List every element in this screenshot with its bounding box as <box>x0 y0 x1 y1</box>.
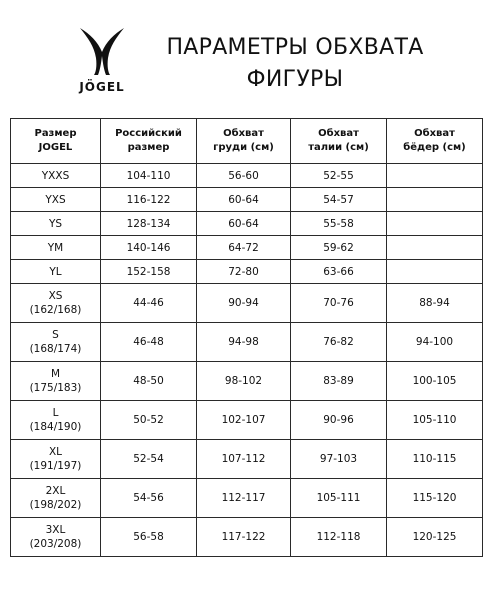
cell-chest: 60-64 <box>197 188 291 212</box>
cell-waist: 70-76 <box>291 284 387 323</box>
cell-chest: 90-94 <box>197 284 291 323</box>
page-title <box>150 32 440 96</box>
cell-hips <box>387 212 483 236</box>
cell-hips: 100-105 <box>387 362 483 401</box>
cell-waist: 59-62 <box>291 236 387 260</box>
header-russian-size: Российский размер <box>101 119 197 164</box>
cell-russian-size: 152-158 <box>101 260 197 284</box>
cell-hips <box>387 164 483 188</box>
brand-logo <box>70 26 134 98</box>
table-row <box>11 518 483 557</box>
table-row <box>11 284 483 323</box>
size-table <box>10 118 483 557</box>
cell-size: YXXS <box>11 164 101 188</box>
cell-size: YL <box>11 260 101 284</box>
cell-chest: 94-98 <box>197 323 291 362</box>
cell-waist: 97-103 <box>291 440 387 479</box>
cell-chest: 117-122 <box>197 518 291 557</box>
table-row <box>11 479 483 518</box>
cell-waist: 54-57 <box>291 188 387 212</box>
cell-russian-size: 46-48 <box>101 323 197 362</box>
table-header-row <box>11 119 483 164</box>
cell-hips: 94-100 <box>387 323 483 362</box>
cell-size: YM <box>11 236 101 260</box>
cell-size: 3XL (203/208) <box>11 518 101 557</box>
cell-waist: 52-55 <box>291 164 387 188</box>
cell-size: XS (162/168) <box>11 284 101 323</box>
cell-size: S (168/174) <box>11 323 101 362</box>
cell-chest: 60-64 <box>197 212 291 236</box>
cell-chest: 72-80 <box>197 260 291 284</box>
cell-waist: 112-118 <box>291 518 387 557</box>
cell-russian-size: 104-110 <box>101 164 197 188</box>
table-row <box>11 440 483 479</box>
cell-russian-size: 50-52 <box>101 401 197 440</box>
table-row <box>11 236 483 260</box>
cell-waist: 55-58 <box>291 212 387 236</box>
cell-hips: 115-120 <box>387 479 483 518</box>
header-size-jogel: Размер JOGEL <box>11 119 101 164</box>
cell-chest: 56-60 <box>197 164 291 188</box>
cell-russian-size: 44-46 <box>101 284 197 323</box>
cell-hips <box>387 236 483 260</box>
header-hips: Обхват бёдер (см) <box>387 119 483 164</box>
header-waist: Обхват талии (см) <box>291 119 387 164</box>
cell-hips: 105-110 <box>387 401 483 440</box>
cell-size: YXS <box>11 188 101 212</box>
cell-russian-size: 128-134 <box>101 212 197 236</box>
cell-chest: 112-117 <box>197 479 291 518</box>
cell-hips <box>387 188 483 212</box>
cell-size: YS <box>11 212 101 236</box>
cell-size: XL (191/197) <box>11 440 101 479</box>
cell-waist: 63-66 <box>291 260 387 284</box>
cell-russian-size: 48-50 <box>101 362 197 401</box>
cell-size: M (175/183) <box>11 362 101 401</box>
cell-hips: 88-94 <box>387 284 483 323</box>
cell-russian-size: 54-56 <box>101 479 197 518</box>
cell-hips: 110-115 <box>387 440 483 479</box>
cell-hips <box>387 260 483 284</box>
cell-waist: 83-89 <box>291 362 387 401</box>
cell-hips: 120-125 <box>387 518 483 557</box>
cell-size: 2XL (198/202) <box>11 479 101 518</box>
jogel-logo-icon <box>76 26 128 76</box>
cell-chest: 107-112 <box>197 440 291 479</box>
cell-russian-size: 116-122 <box>101 188 197 212</box>
cell-chest: 98-102 <box>197 362 291 401</box>
title-line-1: ПАРАМЕТРЫ ОБХВАТА <box>166 35 424 60</box>
table-row <box>11 260 483 284</box>
cell-russian-size: 56-58 <box>101 518 197 557</box>
cell-russian-size: 52-54 <box>101 440 197 479</box>
table-row <box>11 362 483 401</box>
cell-russian-size: 140-146 <box>101 236 197 260</box>
cell-chest: 64-72 <box>197 236 291 260</box>
cell-chest: 102-107 <box>197 401 291 440</box>
cell-waist: 90-96 <box>291 401 387 440</box>
table-row <box>11 212 483 236</box>
table-row <box>11 188 483 212</box>
table-row <box>11 164 483 188</box>
table-row <box>11 323 483 362</box>
table-row <box>11 401 483 440</box>
brand-name: JÖGEL <box>79 80 125 94</box>
header-chest: Обхват груди (см) <box>197 119 291 164</box>
title-line-2: ФИГУРЫ <box>246 67 344 92</box>
cell-size: L (184/190) <box>11 401 101 440</box>
cell-waist: 76-82 <box>291 323 387 362</box>
cell-waist: 105-111 <box>291 479 387 518</box>
